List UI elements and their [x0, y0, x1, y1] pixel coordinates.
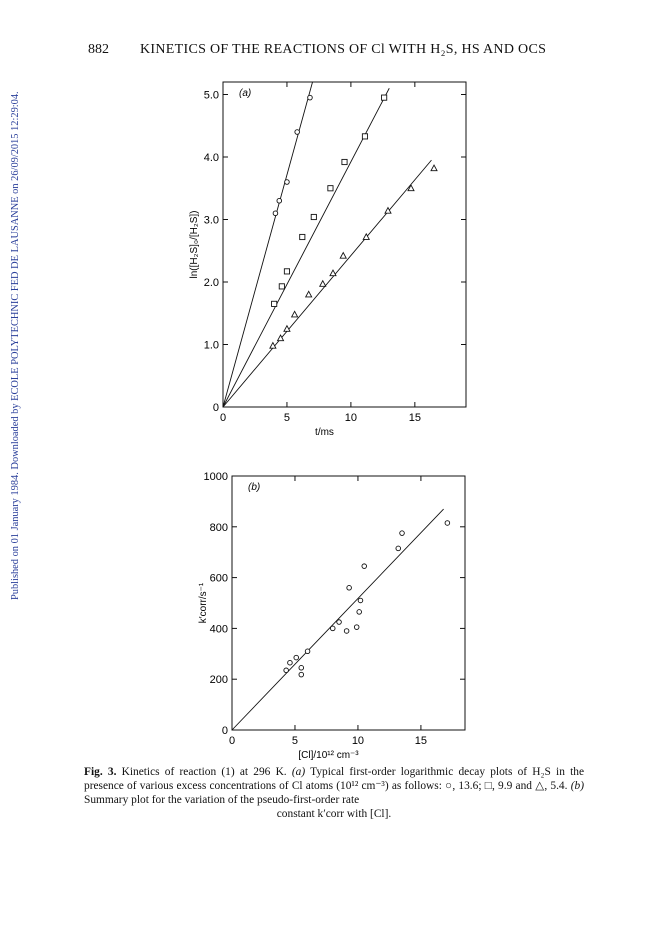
panel-a-xtick-label: 0 — [219, 412, 227, 424]
caption-fig-label: Fig. 3. — [84, 766, 117, 778]
panel-b-ylabel: k′corr/s⁻¹ — [198, 582, 209, 624]
panel-a-point-square — [342, 159, 347, 164]
panel-b-point-circle — [299, 665, 304, 670]
panel-a-point-triangle — [320, 281, 326, 287]
panel-a-point-triangle — [385, 208, 391, 214]
panel-b-point-circle — [396, 546, 401, 551]
panel-b-label: (b) — [248, 482, 261, 493]
panel-a-point-square — [300, 234, 305, 239]
panel-b-point-circle — [344, 629, 349, 634]
panel-b-point-circle — [299, 672, 304, 677]
panel-b-point-circle — [362, 564, 367, 569]
panel-a-point-circle — [308, 95, 313, 100]
panel-b-point-circle — [357, 610, 362, 615]
panel-a-point-triangle — [408, 185, 414, 191]
panel-a-frame — [223, 82, 466, 407]
panel-b-point-circle — [288, 660, 293, 665]
panel-a-ytick-label: 3.0 — [203, 214, 219, 227]
caption-text-3: Summary plot for the variation of the pseudo-first-order rate — [84, 794, 360, 806]
panel-b-ytick-label: 400 — [209, 623, 228, 636]
figure-caption — [84, 765, 584, 821]
panel-a-ytick-label: 1.0 — [203, 339, 219, 352]
caption-b-label: (b) — [570, 780, 584, 792]
panel-a-ytick-label: 0 — [212, 402, 219, 414]
panel-a-ytick-label: 2.0 — [203, 277, 219, 289]
panel-a-point-square — [279, 284, 284, 289]
panel-b-xtick-label: 0 — [228, 735, 236, 747]
panel-b-xtick-label: 10 — [351, 735, 365, 747]
panel-b-ytick-label: 800 — [209, 521, 228, 534]
panel-b-fit-line-circle — [232, 509, 444, 730]
panel-a-point-triangle — [431, 165, 437, 171]
panel-a-point-circle — [285, 180, 290, 185]
panel-a-plot — [189, 82, 466, 438]
download-watermark-text: Published on 01 January 1984. Downloaded by ECOLE POLYTECHNIC FED DE LAUSANNE on 26/09/2015 12:29:04. — [10, 91, 21, 600]
panel-a-xlabel: t/ms — [315, 427, 334, 438]
caption-a-label: (a) — [291, 766, 306, 778]
panel-a-point-square — [272, 301, 277, 306]
panel-b-ytick-label: 600 — [209, 572, 228, 585]
panel-a-xtick-label: 5 — [283, 412, 291, 424]
panel-b-point-circle — [400, 531, 405, 536]
panel-a-point-circle — [295, 130, 300, 135]
panel-b-point-circle — [284, 668, 289, 673]
panel-b-ytick-label: 0 — [221, 725, 228, 737]
panel-b-frame — [232, 476, 465, 730]
panel-a-point-square — [328, 186, 333, 191]
panel-a-ytick-label: 4.0 — [203, 152, 219, 164]
panel-b-point-circle — [354, 625, 359, 630]
panel-b-point-circle — [445, 521, 450, 526]
panel-a-point-triangle — [340, 253, 346, 259]
panel-a-point-square — [311, 214, 316, 219]
panel-a-fit-line-triangle — [223, 160, 431, 407]
panel-a-point-square — [284, 269, 289, 274]
panel-a-ylabel: ln([H₂S]₀/[H₂S]) — [189, 210, 200, 279]
panel-a-point-circle — [273, 211, 278, 216]
panel-b-point-circle — [358, 598, 363, 603]
panel-b-point-circle — [294, 655, 299, 660]
caption-text-2: Typical first-order logarithmic decay plots of H₂S in the presence of various excess concentrations of Cl atoms (10¹² cm⁻³) as follows: ○, 13.6; □, 9.9 and △, 5.4. — [84, 766, 585, 792]
panel-b-plot — [198, 471, 465, 761]
running-title: KINETICS OF THE REACTIONS OF Cl WITH H₂S, HS AND OCS — [140, 42, 547, 57]
panel-b-point-circle — [337, 620, 342, 625]
panel-a-xtick-label: 15 — [408, 412, 421, 424]
panel-b-ytick-label: 1000 — [203, 471, 228, 483]
panel-a-point-triangle — [330, 270, 336, 276]
panel-a-point-circle — [277, 198, 282, 203]
panel-a-xtick-label: 10 — [344, 412, 358, 424]
panel-a-label: (a) — [239, 88, 252, 99]
panel-a-point-triangle — [306, 291, 312, 297]
panel-a-point-square — [382, 95, 387, 100]
panel-a-ytick-label: 5.0 — [203, 89, 219, 102]
panel-a-point-triangle — [292, 311, 298, 317]
caption-text-1: Kinetics of reaction (1) at 296 K. — [116, 766, 292, 778]
panel-a-point-square — [362, 134, 367, 139]
panel-b-xlabel: [Cl]/10¹² cm⁻³ — [298, 750, 359, 761]
panel-b-xtick-label: 5 — [291, 735, 299, 747]
page-number: 882 — [88, 42, 109, 57]
panel-b-point-circle — [305, 649, 310, 654]
panel-b-ytick-label: 200 — [209, 674, 228, 687]
panel-b-xtick-label: 15 — [414, 735, 428, 747]
panel-b-point-circle — [347, 585, 352, 590]
panel-b-point-circle — [330, 626, 335, 631]
caption-last-line: constant k′corr with [Cl]. — [276, 808, 392, 820]
